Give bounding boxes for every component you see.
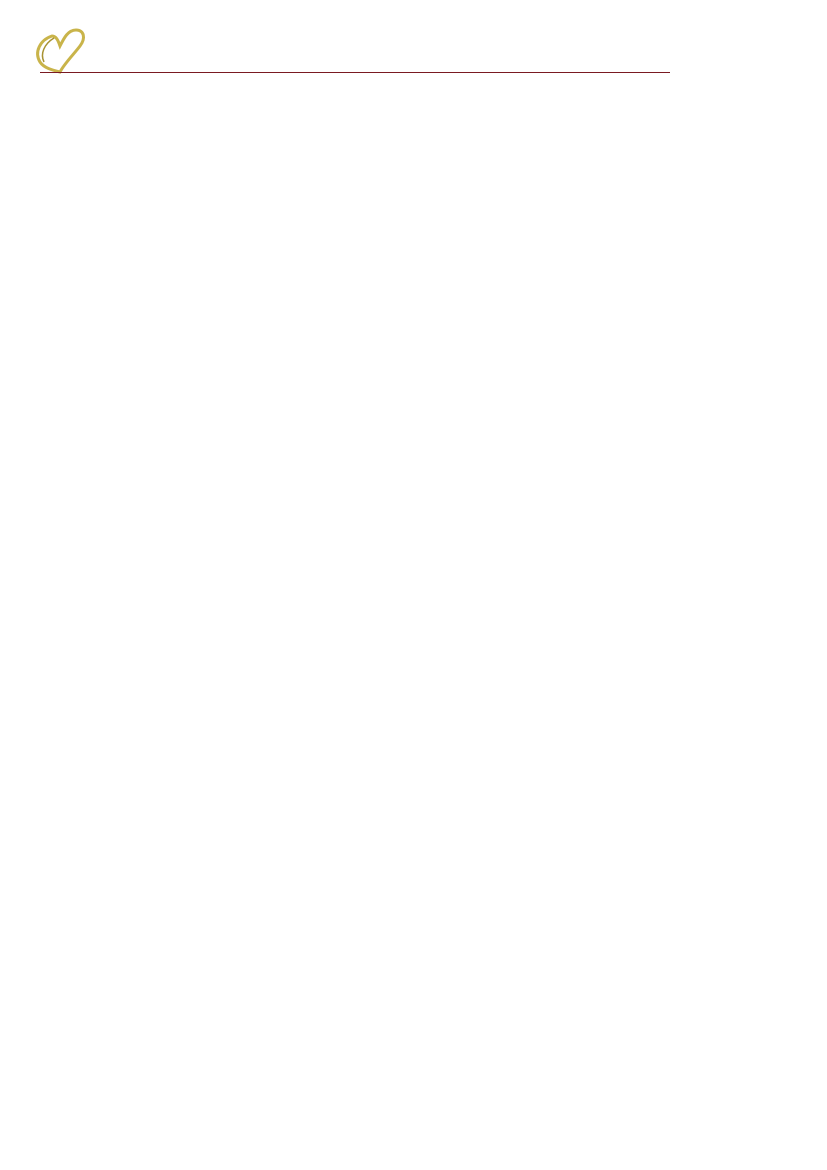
heart-outline-icon <box>30 26 92 74</box>
page-header <box>0 0 827 80</box>
header-divider <box>40 72 670 73</box>
page-footer <box>0 1086 827 1110</box>
